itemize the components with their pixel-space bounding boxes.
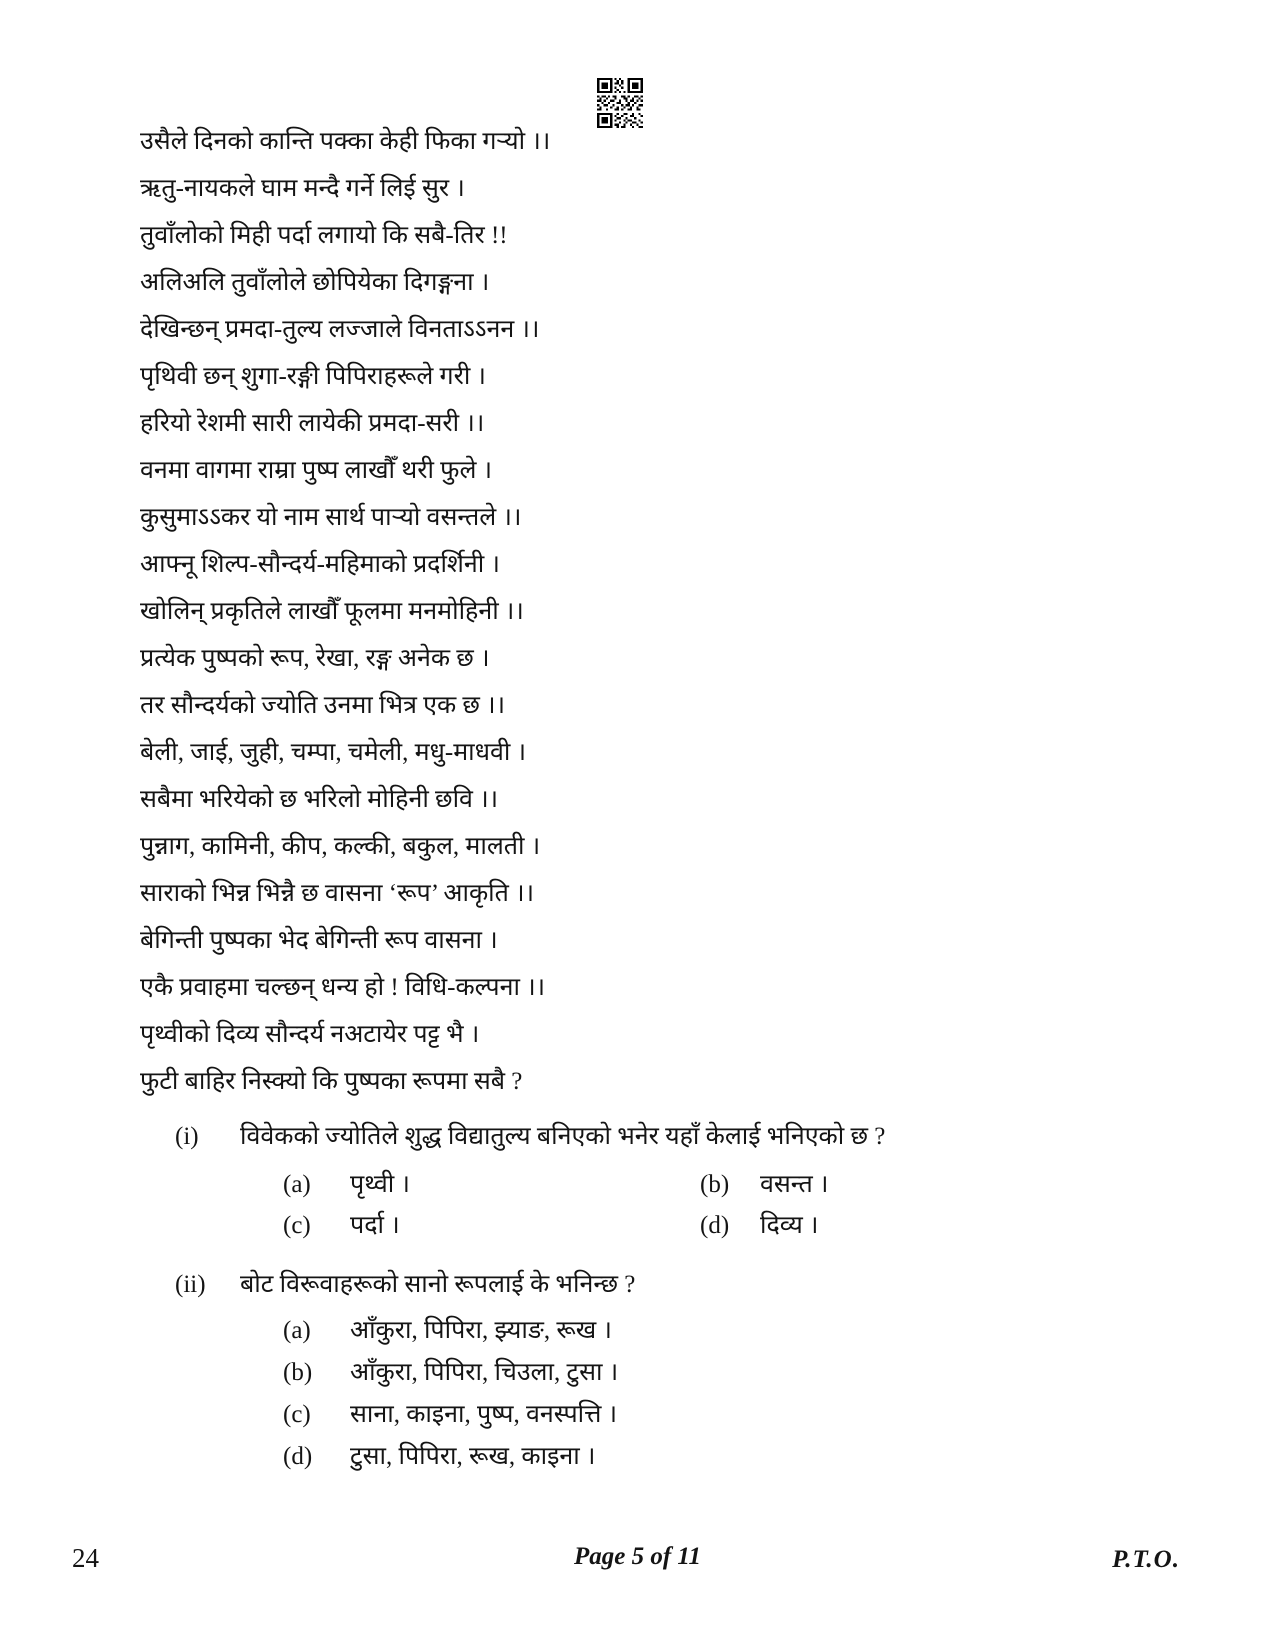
poem-line: तर सौन्दर्यको ज्योति उनमा भित्र एक छ ।। bbox=[140, 692, 506, 719]
poem-line: खोलिन् प्रकृतिले लाखौँ फूलमा मनमोहिनी ।। bbox=[140, 598, 524, 625]
question-number: (i) bbox=[175, 1123, 199, 1150]
option-label: (a) bbox=[283, 1317, 311, 1344]
poem-line: पृथ्वीको दिव्य सौन्दर्य नअटायेर पट्ट भै । bbox=[140, 1021, 480, 1048]
poem-line: अलिअलि तुवाँलोले छोपियेका दिगङ्गना । bbox=[140, 269, 490, 296]
option-label: (d) bbox=[700, 1212, 730, 1239]
option-label: (b) bbox=[700, 1171, 730, 1198]
poem-line: वनमा वागमा राम्रा पुष्प लाखौँ थरी फुले । bbox=[140, 457, 493, 484]
question-number: (ii) bbox=[175, 1271, 206, 1298]
poem-line: फुटी बाहिर निस्क्यो कि पुष्पका रूपमा सबै ? bbox=[140, 1068, 523, 1095]
option-text: साना, काइना, पुष्प, वनस्पत्ति । bbox=[350, 1401, 618, 1428]
poem-line: देखिन्छन् प्रमदा-तुल्य लज्जाले विनताऽऽनन ।। bbox=[140, 316, 540, 343]
poem-line: कुसुमाऽऽकर यो नाम सार्थ पाऱ्यो वसन्तले ।। bbox=[140, 504, 522, 531]
option-label: (d) bbox=[283, 1443, 313, 1470]
poem-line: हरियो रेशमी सारी लायेकी प्रमदा-सरी ।। bbox=[140, 410, 485, 437]
question-text: बोट विरूवाहरूको सानो रूपलाई के भनिन्छ ? bbox=[240, 1271, 636, 1298]
option-text: आँकुरा, पिपिरा, चिउला, टुसा । bbox=[350, 1359, 619, 1386]
question-ii-options bbox=[283, 1314, 1215, 1473]
poem-line: एकै प्रवाहमा चल्छन् धन्य हो ! विधि-कल्पना ।। bbox=[140, 974, 546, 1001]
question-i bbox=[175, 1120, 1215, 1242]
question-i-options bbox=[283, 1168, 1215, 1242]
poem-line: तुवाँलोको मिही पर्दा लगायो कि सबै-तिर !! bbox=[140, 222, 508, 249]
poem-line: सबैमा भरियेको छ भरिलो मोहिनी छवि ।। bbox=[140, 786, 499, 813]
poem-passage bbox=[140, 118, 1215, 1105]
poem-line: ऋतु-नायकले घाम मन्दै गर्ने लिई सुर । bbox=[140, 175, 465, 202]
poem-line: प्रत्येक पुष्पको रूप, रेखा, रङ्ग अनेक छ । bbox=[140, 645, 490, 672]
footer-page-indicator: Page 5 of 11 bbox=[573, 1543, 702, 1570]
poem-line: पुन्नाग, कामिनी, कीप, कल्की, बकुल, मालती । bbox=[140, 833, 541, 860]
poem-line: बेली, जाई, जुही, चम्पा, चमेली, मधु-माधवी । bbox=[140, 739, 527, 766]
option-text: आँकुरा, पिपिरा, झ्याङ, रूख । bbox=[350, 1317, 612, 1344]
option-text: दिव्य । bbox=[760, 1212, 819, 1239]
option-label: (a) bbox=[283, 1171, 311, 1198]
poem-line: उसैले दिनको कान्ति पक्का केही फिका गऱ्यो ।। bbox=[140, 128, 551, 155]
question-ii bbox=[175, 1268, 1215, 1473]
option-text: वसन्त । bbox=[760, 1171, 829, 1198]
question-ii-head bbox=[175, 1268, 1215, 1302]
option-label: (c) bbox=[283, 1212, 311, 1239]
question-i-head bbox=[175, 1120, 1215, 1154]
question-text: विवेकको ज्योतिले शुद्ध विद्यातुल्य बनिएको भनेर यहाँ केलाई भनिएको छ ? bbox=[240, 1123, 886, 1150]
footer-page-number: 24 bbox=[72, 1543, 99, 1573]
poem-line: आफ्नू शिल्प-सौन्दर्य-महिमाको प्रदर्शिनी । bbox=[140, 551, 501, 578]
option-label: (c) bbox=[283, 1401, 311, 1428]
poem-line: पृथिवी छन् शुगा-रङ्गी पिपिराहरूले गरी । bbox=[140, 363, 487, 390]
poem-line: साराको भिन्न भिन्नै छ वासना ‘रूप’ आकृति ।। bbox=[140, 880, 535, 907]
page-footer bbox=[0, 1543, 1275, 1574]
option-text: पर्दा । bbox=[350, 1212, 400, 1239]
poem-line: बेगिन्ती पुष्पका भेद बेगिन्ती रूप वासना । bbox=[140, 927, 498, 954]
option-text: पृथ्वी । bbox=[350, 1171, 410, 1198]
footer-pto-label: P.T.O. bbox=[1112, 1546, 1180, 1573]
option-label: (b) bbox=[283, 1359, 313, 1386]
option-text: टुसा, पिपिरा, रूख, काइना । bbox=[350, 1443, 596, 1470]
